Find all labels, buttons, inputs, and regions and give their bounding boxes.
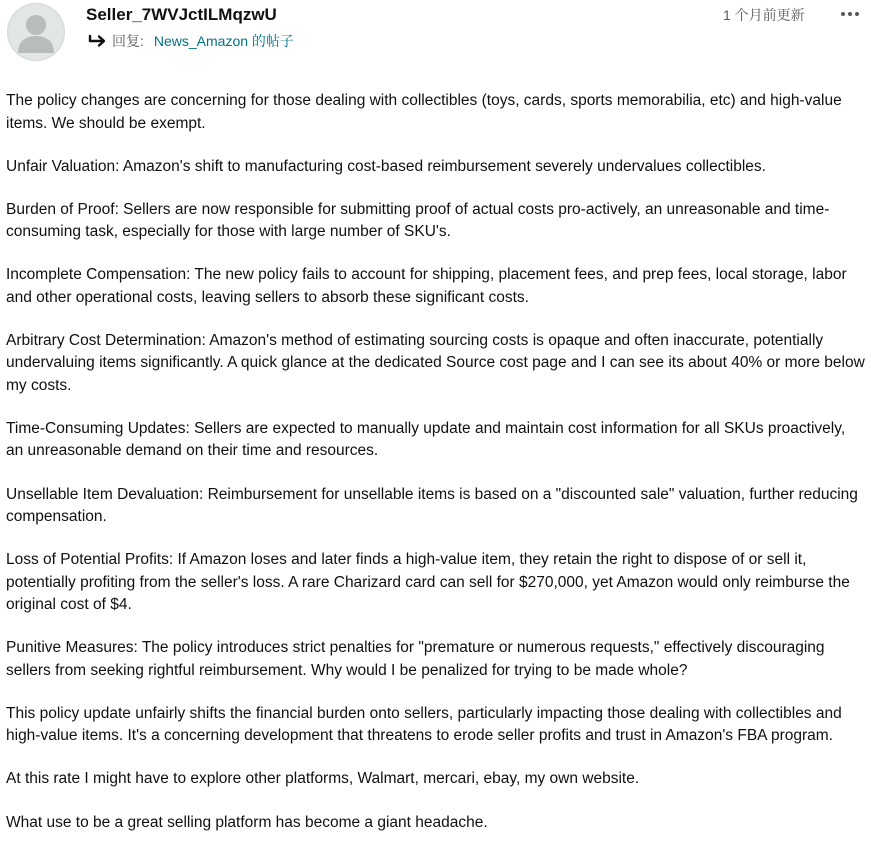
- post-paragraph: Incomplete Compensation: The new policy fails to account for shipping, placement fees, and prep fees, local storage, labor and other operational costs, leaving sellers to absorb these significant costs.: [6, 266, 847, 306]
- post-paragraph: Time-Consuming Updates: Sellers are expected to manually update and maintain cost information for all SKUs proactively, an unreasonable demand on their time and resources.: [6, 419, 846, 460]
- author-name[interactable]: Seller_7WVJctILMqzwU: [86, 5, 277, 24]
- reply-context: [88, 31, 294, 51]
- reply-arrow-icon: [88, 34, 108, 48]
- reply-label: 回复:: [112, 33, 144, 49]
- more-options-icon[interactable]: [839, 6, 861, 22]
- post-paragraph: Burden of Proof: Sellers are now responsible for submitting proof of actual costs pro-actively, an unreasonable and time-consuming task, especially for those with large number of SKU's.: [6, 200, 830, 241]
- reply-target-link[interactable]: News_Amazon 的帖子: [153, 33, 294, 49]
- post-body: [6, 90, 866, 855]
- user-avatar-icon[interactable]: [7, 3, 65, 61]
- post-paragraph: This policy update unfairly shifts the financial burden onto sellers, particularly impacting those dealing with collectibles and high-value items. It's a concerning development that threatens to erode seller profits and trust in Amazon's FBA program.: [6, 704, 842, 745]
- post-paragraph: At this rate I might have to explore other platforms, Walmart, mercari, ebay, my own website.: [6, 770, 640, 788]
- post-paragraph: Arbitrary Cost Determination: Amazon's method of estimating sourcing costs is opaque and often inaccurate, potentially undervaluing items significantly. A quick glance at the dedicated Source cost page and I can see its about 40% or more below my costs.: [6, 331, 865, 394]
- post-paragraph: Unfair Valuation: Amazon's shift to manufacturing cost-based reimbursement severely undervalues collectibles.: [6, 157, 766, 175]
- post-paragraph: The policy changes are concerning for those dealing with collectibles (toys, cards, sports memorabilia, etc) and high-value items. We should be exempt.: [6, 92, 842, 132]
- post-paragraph: Loss of Potential Profits: If Amazon loses and later finds a high-value item, they retain the right to dispose of or sell it, potentially profiting from the seller's loss. A rare Charizard card can sell for $270,000, yet Amazon would only reimburse the original cost of $4.: [6, 551, 850, 614]
- post-paragraph: What use to be a great selling platform has become a giant headache.: [6, 813, 488, 831]
- post-paragraph: Punitive Measures: The policy introduces strict penalties for "premature or numerous requests," effectively discouraging sellers from seeking rightful reimbursement. Why would I be penalized for trying to be made whole?: [6, 639, 825, 679]
- post-paragraph: Unsellable Item Devaluation: Reimbursement for unsellable items is based on a "discounted sale" valuation, further reducing compensation.: [6, 485, 858, 526]
- post-timestamp: 1 个月前更新: [723, 7, 805, 23]
